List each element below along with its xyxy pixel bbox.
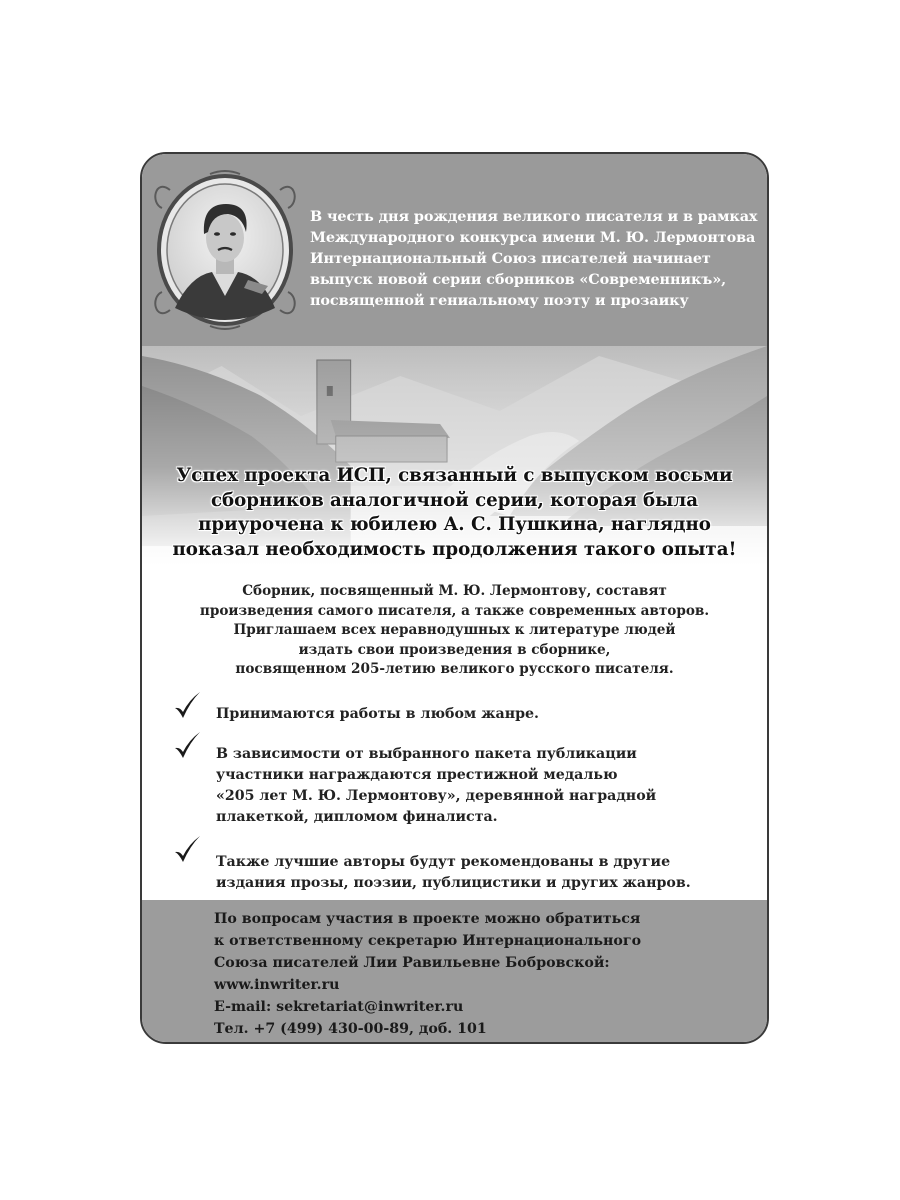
contact-band	[142, 900, 767, 1044]
check-icon	[172, 834, 202, 866]
list-item-text: Принимаются работы в любом жанре.	[216, 706, 539, 722]
header-band	[142, 154, 767, 346]
contact-block	[214, 908, 734, 1040]
list-item-text: Также лучшие авторы будут рекомендованы в другие издания прозы, поэзии, публицистики и других жанров.	[216, 854, 691, 891]
phone-number: Тел. +7 (499) 430-00-89, доб. 101	[214, 1021, 487, 1037]
list-item-text: В зависимости от выбранного пакета публикации участники награждаются престижной медалью «205 лет М. Ю. Лермонтову», деревянной наградной плакеткой, дипломом финалиста.	[216, 746, 657, 825]
promo-card	[140, 152, 769, 1044]
check-icon	[172, 730, 202, 762]
intro-paragraph: Сборник, посвященный М. Ю. Лермонтову, составят произведения самого писателя, а также современных авторов. Приглашаем всех неравнодушных к литературе людей издать свои произведения в сборнике, посвященном 205-летию великого русского писателя.	[199, 583, 710, 677]
portrait-medallion	[150, 168, 300, 332]
intro-announcement: В честь дня рождения великого писателя и в рамках Международного конкурса имени М. Ю. Лермонтова Интернациональный Союз писателей начинает выпуск новой серии сборников «Современникъ», посвященной гениальному поэту и прозаику	[310, 208, 758, 309]
contact-line: Союза писателей Лии Равильевне Бобровской:	[214, 955, 610, 971]
email-link[interactable]: E-mail: sekretariat@inwriter.ru	[214, 999, 464, 1015]
contact-line: По вопросам участия в проекте можно обратиться	[214, 911, 641, 927]
headline: Успех проекта ИСП, связанный с выпуском восьми сборников аналогичной серии, которая была приурочена к юбилею А. С. Пушкина, наглядно показал необходимость продолжения такого опыта!	[172, 465, 737, 560]
website-link[interactable]: www.inwriter.ru	[214, 977, 340, 993]
contact-line: к ответственному секретарю Интернационального	[214, 933, 642, 949]
check-icon	[172, 690, 202, 722]
